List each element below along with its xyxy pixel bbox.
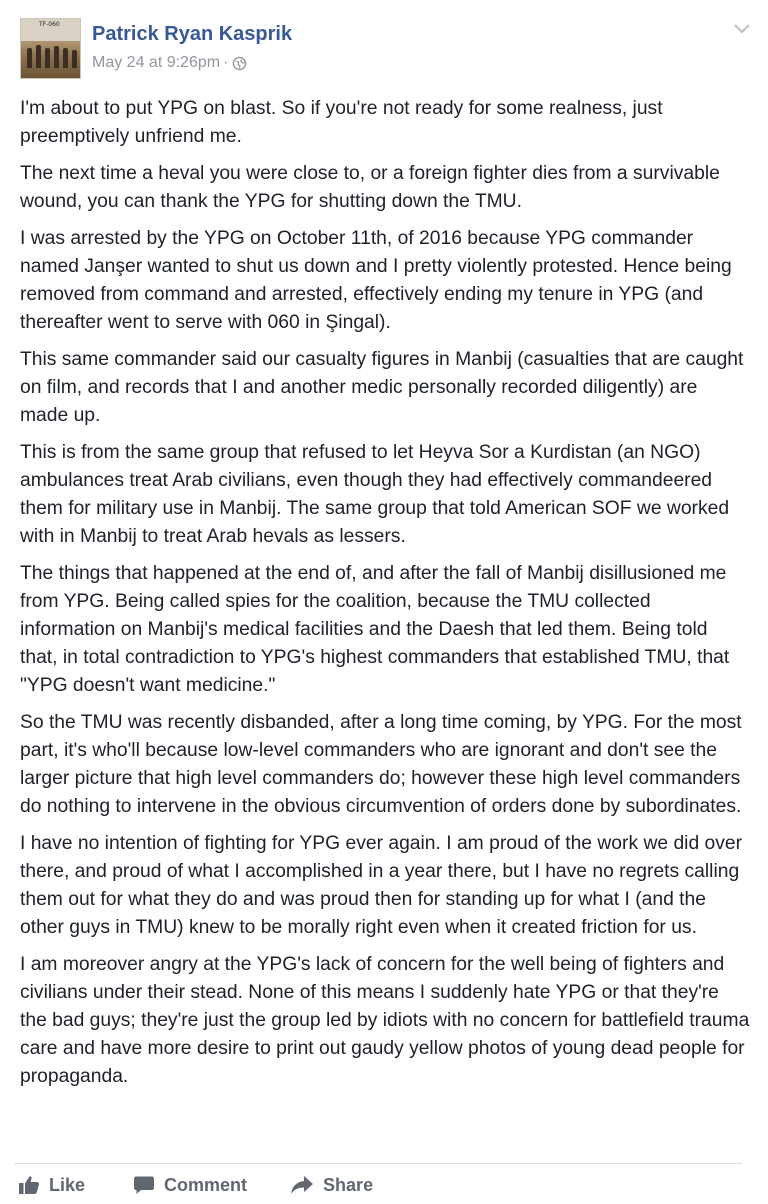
avatar-figure xyxy=(54,46,59,68)
post-paragraph: So the TMU was recently disbanded, after a long time coming, by YPG. For the most part, it's who'll because low-level commanders who are ignorant and don't see the larger picture that high level commanders do; however these high level commanders do nothing to intervene in the obvious circumvention of orders done by subordinates. xyxy=(20,712,742,817)
post-paragraph: The things that happened at the end of, and after the fall of Manbij disillusioned me from YPG. Being called spies for the coalition, because the TMU collected information on Manbij's medical facilities and the Daesh that led them. Being told that, in total contradiction to YPG's highest commanders that established TMU, that "YPG doesn't want medicine." xyxy=(20,563,730,696)
avatar-figure xyxy=(72,50,77,68)
avatar[interactable] xyxy=(20,18,81,79)
comment-button[interactable] xyxy=(133,1175,247,1196)
avatar-figure xyxy=(63,48,68,68)
post-paragraph: I'm about to put YPG on blast. So if you're not ready for some realness, just preemptively unfriend me. xyxy=(20,98,663,147)
avatar-figure xyxy=(45,48,50,68)
post-paragraph: I am moreover angry at the YPG's lack of concern for the well being of fighters and civilians under their stead. None of this means I suddenly hate YPG or that they're the bad guys; they're just the group led by idiots with no concern for battlefield trauma care and have more desire to print out gaudy yellow photos of young dead people for propaganda. xyxy=(20,954,750,1087)
post-header xyxy=(20,18,748,78)
author-name[interactable]: Patrick Ryan Kasprik xyxy=(92,23,293,45)
like-label: Like xyxy=(49,1174,86,1195)
post-paragraph: This is from the same group that refused to let Heyva Sor a Kurdistan (an NGO) ambulances treat Arab civilians, even though they had effectively commandeered them for military use in Manbij. The same group that told American SOF we worked with in Manbij to treat Arab hevals as lessers. xyxy=(20,442,730,547)
share-label: Share xyxy=(323,1174,374,1195)
share-icon xyxy=(290,1175,314,1195)
post-body xyxy=(20,95,750,1100)
avatar-figure xyxy=(36,45,41,68)
comment-icon xyxy=(133,1175,155,1195)
action-bar xyxy=(18,1166,373,1204)
post-paragraph: I was arrested by the YPG on October 11th, of 2016 because YPG commander named Janşer wanted to shut us down and I pretty violently protested. Hence being removed from command and arrested, effectively ending my tenure in YPG (and thereafter went to serve with 060 in Şingal). xyxy=(20,228,732,333)
action-divider xyxy=(14,1163,742,1164)
meta-separator: · xyxy=(223,54,229,71)
avatar-figure xyxy=(27,48,32,68)
post-timestamp[interactable]: May 24 at 9:26pm xyxy=(92,54,221,71)
globe-icon[interactable] xyxy=(232,56,247,71)
share-button[interactable] xyxy=(290,1175,373,1196)
post-paragraph: The next time a heval you were close to, or a foreign fighter dies from a survivable wound, you can thank the YPG for shutting down the TMU. xyxy=(20,163,720,212)
like-button[interactable] xyxy=(18,1175,85,1196)
post-paragraph: This same commander said our casualty figures in Manbij (casualties that are caught on film, and records that I and another medic personally recorded diligently) are made up. xyxy=(20,349,744,426)
chevron-down-icon[interactable] xyxy=(732,22,752,36)
thumbs-up-icon xyxy=(18,1175,40,1195)
post-paragraph: I have no intention of fighting for YPG ever again. I am proud of the work we did over there, and proud of what I accomplished in a year there, but I have no regrets calling them out for what they do and was proud then for standing up for what I (and the other guys in TMU) knew to be morally right even when it created friction for us. xyxy=(20,833,743,938)
avatar-tag: TF-060 xyxy=(39,21,60,28)
comment-label: Comment xyxy=(164,1174,248,1195)
post-meta xyxy=(92,54,247,72)
